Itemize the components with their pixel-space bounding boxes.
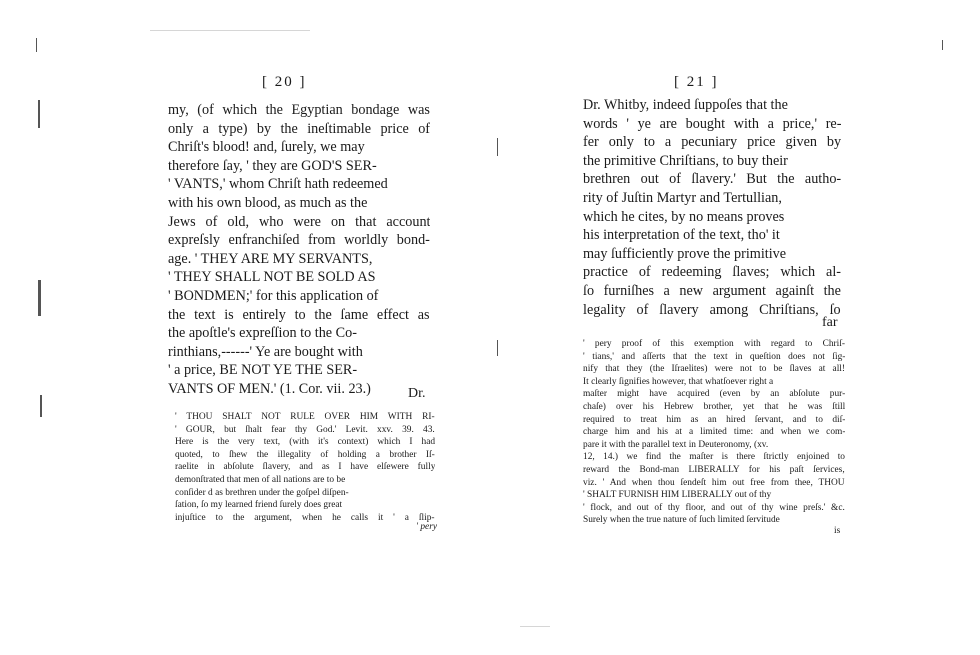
scan-mark-right-edge — [942, 40, 943, 50]
scan-mark-left-edge-1 — [38, 100, 40, 128]
text-line: ſo furniſhes a new argument againſt the — [583, 282, 841, 299]
text-line: fer only to a pecuniary price given by — [583, 134, 841, 151]
right-page-footnote — [583, 338, 845, 527]
text-line: the apoſtle's expreſſion to the Co- — [168, 325, 357, 342]
scan-mark-gutter-1 — [497, 138, 498, 156]
text-line: legality of ſlavery among Chriſtians, ſo — [583, 301, 841, 318]
text-line: my, (of which the Egyptian bondage was — [168, 102, 430, 118]
text-line: ' BONDMEN;' for this application of — [168, 287, 379, 304]
footnote-line: ' THOU SHALT NOT RULE OVER HIM WITH RI- — [175, 412, 435, 422]
text-line: ' a price, BE NOT YE THE SER- — [168, 362, 358, 379]
footnote-line: injuſtice to the argument, when he calls it ' a ſlip- — [175, 512, 435, 523]
footnote-line: quoted, to ſhew the illegality of holding a brother Iſ- — [175, 449, 435, 460]
footnote-line: maſter might have acquired (even by an abſolute pur- — [583, 389, 845, 400]
scan-speck-bottom — [520, 626, 550, 627]
right-footnote-catchword: is — [834, 526, 841, 536]
text-line: age. ' THEY ARE MY SERVANTS, — [168, 250, 373, 267]
text-line: may ſufficiently prove the primitive — [583, 245, 787, 262]
footnote-line: 12, 14.) we find the maſter is there ſtrictly enjoined to — [583, 452, 845, 463]
footnote-line: ' GOUR, but ſhalt fear thy God.' Levit. xxv. 39. 43. — [175, 424, 435, 435]
right-page-catchword: far — [822, 315, 838, 330]
text-line: the primitive Chriſtians, to buy their — [583, 152, 788, 169]
page-number-left: [ 20 ] — [262, 74, 307, 90]
footnote-line: ſation, ſo my learned friend ſurely does great — [175, 500, 343, 511]
scan-speck-top-left — [150, 30, 310, 31]
scan-mark-left-edge-3 — [40, 395, 42, 417]
scan-mark-left-edge-2 — [38, 280, 41, 316]
text-line: which he cites, by no means proves — [583, 208, 785, 225]
text-line: words ' ye are bought with a price,' re- — [583, 115, 841, 132]
footnote-line: nify that they (the Iſraelites) were not to be ſlaves at all! — [583, 364, 845, 375]
text-line: only a type) by the ineſtimable price of — [168, 120, 430, 137]
text-line: practice of redeeming ſlaves; which al- — [583, 264, 841, 281]
left-page-footnote — [175, 411, 435, 524]
footnote-line: Surely when the true nature of ſuch limited ſervitude — [583, 515, 780, 526]
footnote-line: viz. ' And when thou ſendeſt him out free from thee, THOU — [583, 477, 845, 488]
text-line: brethren out of ſlavery.' But the autho- — [583, 171, 841, 188]
text-line: ' VANTS,' whom Chriſt hath redeemed — [168, 176, 388, 193]
footnote-line: ' pery proof of this exemption with regard to Chriſ- — [583, 339, 845, 349]
footnote-line: chaſe) over his Hebrew brother, yet that he was ſtill — [583, 401, 845, 412]
text-line: VANTS OF MEN.' (1. Cor. vii. 23.) — [168, 380, 371, 397]
text-line: the text is entirely to the ſame effect as — [168, 306, 430, 323]
footnote-line: raelite in abſolute ſlavery, and as I have elſewere fully — [175, 462, 435, 473]
page-number-right: [ 21 ] — [674, 74, 719, 90]
footnote-line: Here is the very text, (with it's context) which I had — [175, 437, 435, 448]
text-line: rity of Juſtin Martyr and Tertullian, — [583, 189, 782, 206]
scan-mark-gutter-2 — [497, 340, 498, 356]
text-line: expreſsly enfranchiſed from worldly bond- — [168, 232, 430, 249]
footnote-line: pare it with the parallel text in Deuteronomy, (xv. — [583, 439, 769, 450]
text-line: rinthians,------' Ye are bought with — [168, 343, 363, 360]
footnote-line: reward the Bond-man LIBERALLY for his paſt ſervices, — [583, 464, 845, 475]
footnote-line: charge him and his at a limited time: and when we com- — [583, 427, 845, 438]
text-line: ' THEY SHALL NOT BE SOLD AS — [168, 269, 376, 286]
text-line: with his own blood, as much as the — [168, 194, 368, 211]
text-line: therefore ſay, ' they are GOD'S SER- — [168, 157, 377, 174]
text-line: Jews of old, who were on that account — [168, 213, 430, 230]
left-page-catchword: Dr. — [408, 386, 426, 401]
footnote-line: required to treat him as an hired ſervant, and to diſ- — [583, 414, 845, 425]
footnote-line: ' tians,' and aſſerts that the text in queſtion does not ſig- — [583, 351, 845, 362]
scan-mark-left-edge-top — [36, 38, 37, 52]
text-line: his interpretation of the text, tho' it — [583, 227, 780, 244]
footnote-line: demonſtrated that men of all nations are to be — [175, 474, 346, 485]
footnote-line: It clearly ſignifies however, that whatſoever right a — [583, 376, 774, 387]
footnote-line: ' flock, and out of thy floor, and out of thy wine preſs.' &c. — [583, 502, 845, 513]
text-line: Chriſt's blood! and, ſurely, we may — [168, 139, 365, 156]
text-line: Dr. Whitby, indeed ſuppoſes that the — [583, 97, 788, 113]
footnote-line: ' SHALT FURNISH HIM LIBERALLY out of thy — [583, 490, 772, 501]
footnote-line: conſider d as brethren under the goſpel diſpen- — [175, 487, 349, 498]
right-page-body — [583, 96, 841, 319]
left-footnote-catchword: ' pery — [416, 522, 438, 532]
left-page-body — [168, 101, 430, 399]
